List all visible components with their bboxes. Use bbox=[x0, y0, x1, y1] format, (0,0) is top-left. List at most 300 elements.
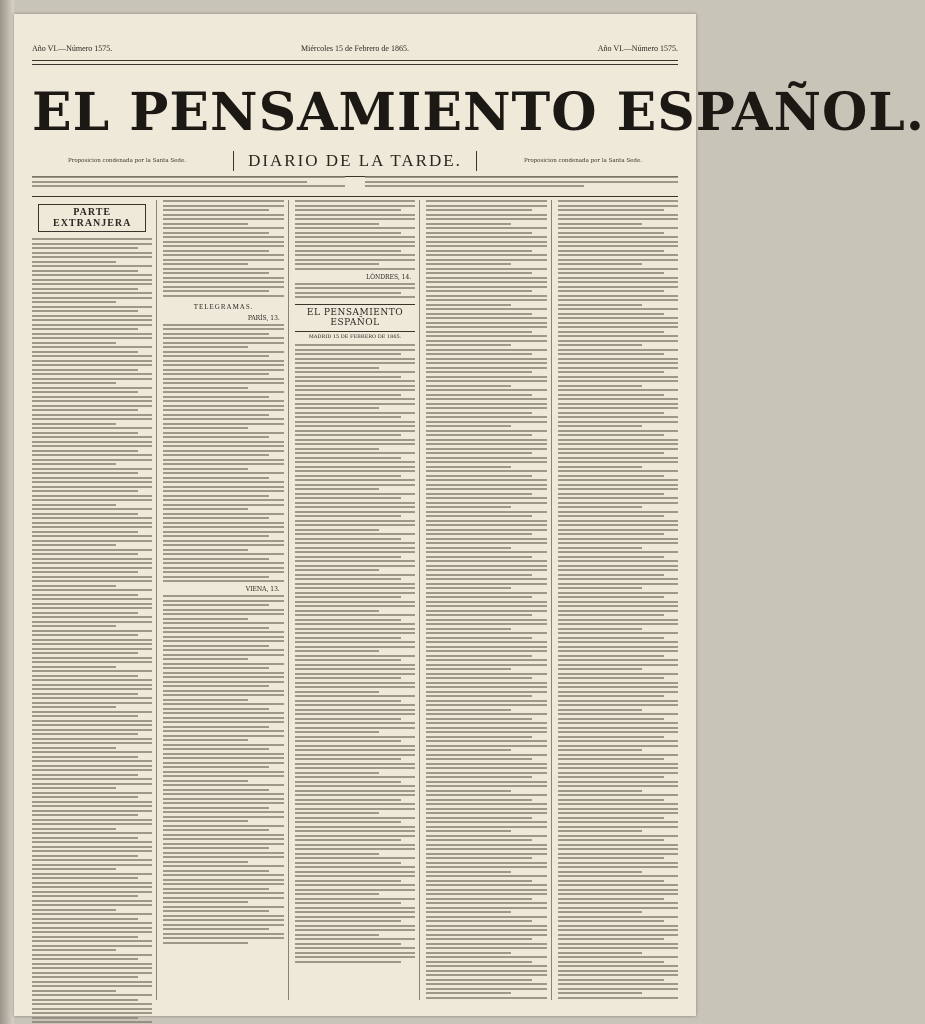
text-line bbox=[558, 241, 678, 243]
text-line bbox=[558, 610, 678, 612]
right-note: Proposicion condenada por la Santa Sede. bbox=[524, 157, 642, 164]
text-line bbox=[163, 268, 283, 270]
text-line bbox=[426, 934, 546, 936]
text-line bbox=[558, 718, 664, 720]
text-line bbox=[295, 668, 415, 670]
text-line bbox=[32, 292, 152, 294]
text-line bbox=[163, 712, 283, 714]
text-line bbox=[558, 826, 678, 828]
text-line bbox=[558, 628, 642, 630]
text-line bbox=[426, 385, 510, 387]
text-line bbox=[163, 427, 247, 429]
text-line bbox=[558, 290, 664, 292]
text-line bbox=[558, 682, 678, 684]
text-line bbox=[163, 838, 283, 840]
text-line bbox=[558, 574, 664, 576]
text-line bbox=[558, 911, 642, 913]
text-line bbox=[426, 263, 510, 265]
text-line bbox=[295, 916, 415, 918]
text-line bbox=[295, 475, 401, 477]
text-line bbox=[163, 676, 283, 678]
text-line bbox=[163, 604, 269, 606]
text-line bbox=[163, 272, 269, 274]
text-line bbox=[558, 965, 678, 967]
text-line bbox=[163, 847, 269, 849]
text-line bbox=[558, 902, 678, 904]
text-line bbox=[32, 963, 152, 965]
text-line bbox=[163, 360, 283, 362]
text-line bbox=[426, 443, 546, 445]
text-line bbox=[163, 517, 269, 519]
text-line bbox=[32, 882, 152, 884]
text-line bbox=[163, 463, 283, 465]
text-line bbox=[163, 535, 269, 537]
text-line bbox=[295, 283, 415, 285]
text-line bbox=[32, 931, 152, 933]
text-line bbox=[163, 897, 283, 899]
text-line bbox=[295, 673, 415, 675]
text-line bbox=[558, 506, 642, 508]
text-line bbox=[426, 704, 546, 706]
text-line bbox=[426, 497, 546, 499]
text-line bbox=[295, 776, 415, 778]
text-line bbox=[426, 358, 546, 360]
text-line bbox=[558, 511, 678, 513]
col3-text-c bbox=[295, 344, 415, 963]
text-line bbox=[295, 862, 401, 864]
text-line bbox=[32, 720, 152, 722]
text-line bbox=[558, 835, 678, 837]
text-line bbox=[295, 502, 415, 504]
text-line bbox=[558, 659, 678, 661]
text-line bbox=[558, 668, 642, 670]
text-line bbox=[295, 763, 415, 765]
text-line bbox=[426, 637, 532, 639]
text-line bbox=[558, 817, 664, 819]
text-line bbox=[163, 789, 269, 791]
text-line bbox=[295, 934, 379, 936]
text-line bbox=[163, 567, 283, 569]
text-line bbox=[163, 373, 269, 375]
text-line bbox=[426, 232, 532, 234]
text-line bbox=[295, 349, 415, 351]
text-line bbox=[558, 263, 642, 265]
text-line bbox=[558, 479, 678, 481]
text-line bbox=[163, 708, 269, 710]
text-line bbox=[32, 603, 152, 605]
text-line bbox=[558, 664, 678, 666]
price-block-right bbox=[365, 176, 678, 194]
text-line bbox=[295, 731, 379, 733]
text-line bbox=[32, 814, 138, 816]
text-line bbox=[295, 245, 415, 247]
text-line bbox=[295, 287, 415, 289]
text-line bbox=[426, 893, 546, 895]
text-line bbox=[558, 997, 678, 999]
text-line bbox=[558, 731, 678, 733]
text-line bbox=[163, 472, 283, 474]
text-line bbox=[295, 691, 379, 693]
text-line bbox=[558, 542, 678, 544]
text-line bbox=[558, 484, 678, 486]
text-line bbox=[163, 640, 283, 642]
text-line bbox=[32, 648, 152, 650]
text-line bbox=[32, 774, 138, 776]
text-line bbox=[163, 295, 283, 297]
text-line bbox=[426, 610, 546, 612]
text-line bbox=[295, 506, 415, 508]
text-line bbox=[426, 628, 510, 630]
text-line bbox=[163, 735, 283, 737]
text-line bbox=[295, 961, 401, 963]
text-line bbox=[32, 436, 152, 438]
text-line bbox=[426, 794, 546, 796]
text-line bbox=[163, 391, 283, 393]
text-line bbox=[163, 337, 283, 339]
text-line bbox=[295, 443, 415, 445]
text-line bbox=[295, 218, 415, 220]
text-line bbox=[163, 654, 283, 656]
text-line bbox=[558, 502, 678, 504]
text-line bbox=[163, 396, 269, 398]
inner-masthead: EL PENSAMIENTO ESPAÑOL bbox=[295, 304, 415, 332]
text-line bbox=[32, 855, 138, 857]
text-line bbox=[32, 409, 138, 411]
text-line bbox=[295, 857, 415, 859]
text-line bbox=[295, 425, 415, 427]
text-line bbox=[558, 605, 678, 607]
text-line bbox=[163, 227, 283, 229]
text-line bbox=[295, 493, 415, 495]
text-line bbox=[163, 409, 283, 411]
text-line bbox=[295, 655, 415, 657]
text-line bbox=[163, 209, 269, 211]
text-line bbox=[426, 826, 546, 828]
text-line bbox=[295, 952, 415, 954]
text-line bbox=[32, 373, 152, 375]
text-line bbox=[32, 427, 152, 429]
text-line bbox=[32, 999, 138, 1001]
text-line bbox=[295, 515, 401, 517]
text-line bbox=[426, 898, 532, 900]
text-line bbox=[32, 288, 138, 290]
text-line bbox=[426, 880, 532, 882]
column-1 bbox=[32, 200, 157, 1000]
text-line bbox=[295, 956, 415, 958]
text-line bbox=[426, 740, 546, 742]
text-line bbox=[558, 848, 678, 850]
column-3 bbox=[295, 200, 420, 1000]
text-line bbox=[426, 835, 546, 837]
text-line bbox=[558, 214, 678, 216]
text-line bbox=[426, 844, 546, 846]
text-line bbox=[426, 632, 546, 634]
text-line bbox=[295, 250, 401, 252]
text-line bbox=[426, 943, 546, 945]
text-line bbox=[32, 508, 152, 510]
text-line bbox=[426, 965, 546, 967]
text-line bbox=[558, 763, 678, 765]
text-line bbox=[558, 200, 678, 202]
text-line bbox=[426, 556, 532, 558]
text-line bbox=[558, 403, 678, 405]
text-line bbox=[426, 479, 546, 481]
text-line bbox=[558, 758, 664, 760]
text-line bbox=[295, 479, 415, 481]
text-line bbox=[32, 859, 152, 861]
text-line bbox=[426, 749, 510, 751]
text-line bbox=[32, 972, 152, 974]
text-line bbox=[426, 686, 546, 688]
col4-text bbox=[426, 200, 546, 999]
col3-text-a bbox=[295, 200, 415, 270]
text-line bbox=[558, 524, 678, 526]
text-line bbox=[32, 270, 138, 272]
text-line bbox=[426, 857, 532, 859]
text-line bbox=[426, 254, 546, 256]
text-line bbox=[32, 684, 152, 686]
text-line bbox=[295, 394, 401, 396]
text-line bbox=[163, 259, 283, 261]
text-line bbox=[426, 236, 546, 238]
text-line bbox=[295, 700, 401, 702]
text-line bbox=[295, 619, 401, 621]
text-line bbox=[426, 731, 546, 733]
text-line bbox=[558, 448, 678, 450]
text-line bbox=[32, 486, 152, 488]
text-line bbox=[32, 612, 138, 614]
text-line bbox=[32, 729, 152, 731]
text-line bbox=[163, 645, 269, 647]
text-line bbox=[32, 922, 152, 924]
text-line bbox=[558, 677, 664, 679]
text-line bbox=[295, 466, 415, 468]
text-line bbox=[32, 396, 152, 398]
text-line bbox=[32, 1003, 152, 1005]
text-line bbox=[426, 308, 546, 310]
text-line bbox=[163, 418, 283, 420]
text-line bbox=[32, 319, 152, 321]
text-line bbox=[295, 740, 401, 742]
text-line bbox=[295, 457, 401, 459]
text-line bbox=[32, 954, 152, 956]
text-line bbox=[32, 994, 152, 996]
text-line bbox=[163, 580, 283, 582]
text-line bbox=[558, 952, 642, 954]
text-line bbox=[32, 562, 152, 564]
text-line bbox=[163, 445, 283, 447]
text-line bbox=[558, 551, 678, 553]
text-line bbox=[426, 515, 532, 517]
text-line bbox=[558, 457, 678, 459]
text-line bbox=[558, 641, 678, 643]
text-line bbox=[32, 666, 116, 668]
text-line bbox=[32, 351, 138, 353]
text-line bbox=[295, 794, 415, 796]
text-line bbox=[163, 726, 269, 728]
text-line bbox=[426, 565, 546, 567]
text-line bbox=[426, 317, 546, 319]
text-line bbox=[295, 209, 401, 211]
text-line bbox=[426, 344, 510, 346]
text-line bbox=[558, 245, 678, 247]
text-line bbox=[558, 475, 664, 477]
text-line bbox=[163, 495, 269, 497]
text-line bbox=[426, 961, 532, 963]
text-line bbox=[558, 808, 678, 810]
text-line bbox=[426, 511, 546, 513]
text-line bbox=[558, 497, 678, 499]
text-line bbox=[32, 324, 152, 326]
text-line bbox=[295, 839, 401, 841]
text-line bbox=[558, 331, 664, 333]
text-line bbox=[163, 910, 269, 912]
text-line bbox=[558, 520, 678, 522]
text-line bbox=[426, 614, 532, 616]
text-line bbox=[295, 421, 415, 423]
text-line bbox=[32, 526, 152, 528]
text-line bbox=[295, 601, 415, 603]
text-line bbox=[32, 670, 152, 672]
text-line bbox=[558, 803, 678, 805]
text-line bbox=[163, 892, 283, 894]
text-line bbox=[163, 236, 283, 238]
text-line bbox=[558, 866, 678, 868]
text-line bbox=[426, 475, 532, 477]
text-line bbox=[32, 985, 152, 987]
text-line bbox=[295, 296, 415, 298]
text-line bbox=[295, 727, 415, 729]
text-line bbox=[558, 592, 678, 594]
text-line bbox=[426, 902, 546, 904]
text-line bbox=[426, 457, 546, 459]
text-line bbox=[163, 454, 269, 456]
text-line bbox=[558, 884, 678, 886]
text-line bbox=[295, 268, 415, 270]
text-line bbox=[558, 425, 642, 427]
text-line bbox=[558, 277, 678, 279]
masthead-title: EL PENSAMIENTO ESPAÑOL. bbox=[32, 82, 925, 143]
text-line bbox=[32, 625, 116, 627]
text-line bbox=[295, 713, 415, 715]
text-line bbox=[426, 407, 546, 409]
text-line bbox=[426, 988, 546, 990]
text-line bbox=[426, 394, 532, 396]
text-line bbox=[558, 727, 678, 729]
text-line bbox=[32, 279, 152, 281]
text-line bbox=[558, 398, 678, 400]
inner-dateline: MADRID 15 DE FEBRERO DE 1865. bbox=[308, 334, 402, 340]
text-line bbox=[426, 551, 546, 553]
text-line bbox=[163, 504, 283, 506]
text-line bbox=[558, 691, 678, 693]
text-line bbox=[558, 700, 678, 702]
text-line bbox=[163, 744, 283, 746]
text-line bbox=[558, 317, 678, 319]
text-line bbox=[32, 607, 152, 609]
text-line bbox=[558, 781, 678, 783]
text-line bbox=[32, 1021, 152, 1023]
text-line bbox=[163, 874, 283, 876]
text-line bbox=[32, 418, 152, 420]
text-line bbox=[295, 898, 415, 900]
text-line bbox=[426, 920, 532, 922]
text-line bbox=[558, 407, 678, 409]
text-line bbox=[295, 893, 379, 895]
text-line bbox=[163, 690, 283, 692]
text-line bbox=[163, 865, 283, 867]
text-line bbox=[426, 862, 546, 864]
text-line bbox=[558, 493, 664, 495]
text-line bbox=[163, 888, 269, 890]
text-line bbox=[558, 412, 664, 414]
text-line bbox=[295, 430, 415, 432]
text-line bbox=[32, 733, 138, 735]
text-line bbox=[426, 776, 532, 778]
text-line bbox=[163, 351, 283, 353]
text-line bbox=[558, 938, 664, 940]
page-edge bbox=[0, 0, 14, 1024]
text-line bbox=[32, 724, 152, 726]
text-line bbox=[558, 686, 678, 688]
text-line bbox=[426, 767, 546, 769]
text-line bbox=[163, 499, 283, 501]
text-line bbox=[163, 558, 269, 560]
text-line bbox=[426, 425, 510, 427]
text-line bbox=[163, 205, 283, 207]
text-line bbox=[163, 649, 283, 651]
text-line bbox=[558, 947, 678, 949]
text-line bbox=[32, 643, 152, 645]
text-line bbox=[426, 992, 510, 994]
text-line bbox=[295, 551, 415, 553]
text-line bbox=[32, 387, 152, 389]
text-line bbox=[426, 641, 546, 643]
text-line bbox=[32, 711, 152, 713]
text-line bbox=[295, 511, 415, 513]
text-line bbox=[426, 299, 546, 301]
text-line bbox=[295, 632, 415, 634]
text-line bbox=[163, 784, 283, 786]
text-line bbox=[32, 283, 152, 285]
text-line bbox=[295, 929, 415, 931]
text-line bbox=[32, 459, 152, 461]
text-line bbox=[32, 544, 116, 546]
text-line bbox=[558, 205, 678, 207]
text-line bbox=[163, 241, 283, 243]
text-line bbox=[295, 484, 415, 486]
text-line bbox=[32, 787, 116, 789]
text-line bbox=[32, 904, 152, 906]
text-line bbox=[295, 241, 415, 243]
text-line bbox=[426, 326, 546, 328]
text-line bbox=[32, 760, 152, 762]
text-line bbox=[295, 574, 415, 576]
text-line bbox=[426, 727, 546, 729]
text-line bbox=[558, 650, 678, 652]
text-line bbox=[426, 349, 546, 351]
text-line bbox=[426, 650, 546, 652]
text-line bbox=[558, 587, 642, 589]
text-line bbox=[295, 605, 415, 607]
text-line bbox=[558, 376, 678, 378]
text-line bbox=[32, 621, 152, 623]
text-line bbox=[163, 811, 283, 813]
section-telegramas: TELEGRAMAS. bbox=[193, 302, 254, 311]
text-line bbox=[295, 938, 415, 940]
text-line bbox=[163, 622, 283, 624]
text-line bbox=[558, 326, 678, 328]
